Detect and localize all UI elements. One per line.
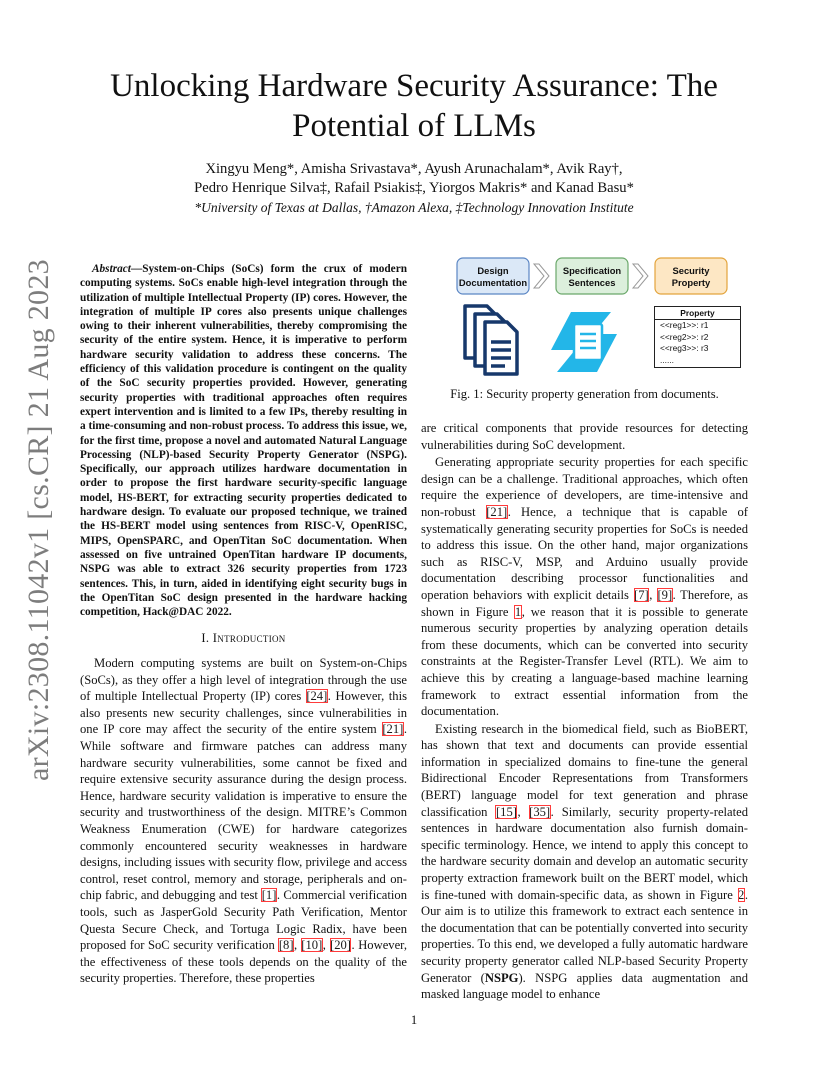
intro-paragraph-2: Generating appropriate security properties for each specific design can be a challenge. Traditional approaches, which often require the experience of developers, are time-intensive and non-robust [21]. Hence, a technique that is capable of systematically generating security properties for SoCs is needed to address this issue. On the other hand, major organizations such as RISC-V, MSP, and Arduino usually provide documentation describing processor functionalities and operation behaviors with explicit details [7], [9]. Therefore, as shown in Figure 1, we reason that it is possible to generate numerous security properties by analyzing operation details from these documents, which can be converted into security constraints at the Register-Transfer Level (RTL). We aim to achieve this by creating a language-based machine learning framework to extract essential information from the documentation. (421, 455, 749, 719)
figure-1-caption: Fig. 1: Security property generation from documents. (450, 387, 719, 401)
page-number: 1 (410, 1013, 418, 1027)
author-line-1: Xingyu Meng*, Amisha Srivastava*, Ayush Arunachalam*, Avik Ray†, (205, 161, 623, 177)
figure-link[interactable]: 2 (738, 887, 745, 902)
abstract-text: —System-on-Chips (SoCs) form the crux of modern computing systems. SoCs enable high-level integration through the utilization of multiple Intellectual Property (IP) cores. However, the integration of multiple IP cores also presents unique challenges owing to their inherent vulnerabilities, thereby compromising the security of the entire system. Hence, it is imperative to perform hardware security validation to address these concerns. The efficiency of this validation procedure is contingent on the quality of the SoC security properties provided. However, generating security properties with traditional approaches often requires expert intervention and is limited to a few IPs, thereby resulting in a time-consuming and non-robust process. To address this issue, we, for the first time, propose a novel and automated Natural Language Processing (NLP)-based Security Property Generator (NSPG). Specifically, our approach utilizes hardware documentation in order to propose the first hardware security-specific language model, HS-BERT, for extracting security properties dedicated to hardware design. To evaluate our proposed technique, we trained the HS-BERT model using sentences from RISC-V, OpenRISC, MIPS, OpenSPARC, and OpenTitan SoC documentation. When assessed on five untrained OpenTitan hardware IP documents, NSPG was able to extract 326 security properties from 1723 sentences. This, in turn, aided in identifying eight security bugs in the OpenTitan SoC design presented in the hardware hacking competition, Hack@DAC 2022. (80, 263, 407, 619)
property-table (654, 306, 741, 368)
specification-document-icon (551, 312, 617, 372)
intro-paragraph-continued: are critical components that provide resources for detecting vulnerabilities during SoC development. (421, 421, 748, 452)
author-block (80, 160, 748, 217)
documents-icon (465, 306, 517, 374)
citation-link[interactable]: [1] (261, 888, 277, 903)
abstract (80, 262, 407, 619)
chevron-right-icon (534, 264, 549, 288)
citation-link[interactable]: [15] (495, 804, 517, 819)
author-line-2: Pedro Henrique Silva‡, Rafail Psiakis‡, Yiorgos Makris* and Kanad Basu* (194, 180, 634, 196)
citation-link[interactable]: [10] (301, 938, 323, 953)
intro-paragraph-3: Existing research in the biomedical field, such as BioBERT, has shown that text and documents can provide essential information in specialized domains to fine-tune the general Bidirectional Encoder Representations from Transformers (BERT) language model for text generation and phrase classification [15], [35]. Similarly, security property-related sentences in hardware documentation also furnish domain-specific terminology. Hence, we intend to apply this concept to the hardware security domain and develop an automatic security property extraction framework built on the BERT model, which is fine-tuned with domain-specific data, as shown in Figure 2. Our aim is to utilize this framework to extract each sentence in the documentation that can be potentially converted into security properties. To this end, we developed a fully automatic hardware security property generator called NLP-based Security Property Generator (NSPG). NSPG applies data augmentation and masked language model to enhance (421, 721, 749, 1002)
design-doc-label: Design Documentation (458, 265, 528, 288)
paper-title: Unlocking Hardware Security Assurance: The Potential of LLMs (110, 68, 718, 144)
right-column (421, 420, 748, 1004)
citation-link[interactable]: [21] (486, 504, 508, 519)
property-row: <<reg3>>: r3 (660, 343, 709, 353)
property-row: <<reg1>>: r1 (660, 320, 709, 330)
property-table-header: Property (655, 307, 740, 320)
section-heading-introduction: I. Introduction (201, 631, 286, 646)
citation-link[interactable]: [35] (529, 804, 551, 819)
arxiv-id[interactable]: arXiv:2308.11042v1 [cs.CR] 21 Aug 2023 (22, 259, 55, 781)
citation-link[interactable]: [7] (634, 587, 649, 602)
property-row: <<reg2>>: r2 (660, 331, 709, 342)
nspg-term: NSPG (484, 970, 519, 985)
property-row: ...... (660, 354, 674, 365)
left-column (80, 262, 407, 988)
figure-link[interactable]: 1 (514, 604, 522, 619)
chevron-right-icon (633, 264, 648, 288)
figure-1 (421, 256, 748, 406)
intro-paragraph-1: Modern computing systems are built on System-on-Chips (SoCs), as they offer a high level of integration through the use of multiple Intellectual Property (IP) cores [24]. However, this also presents new security challenges, since vulnerabilities in one IP core may affect the security of the entire system [21]. While software and firmware patches can address many hardware security vulnerabilities, some cannot be fixed and require extensive security assurance during the design process. Hence, hardware security validation is imperative to ensure the security and trustworthiness of the design. MITRE’s Common Weakness Enumeration (CWE) for hardware categorizes commonly encountered security weaknesses in hardware designs, including issues with security flow, privilege and access control, reset control, memory and storage, peripherals and on-chip fabric, and debugging and test [1]. Commercial verification tools, such as JasperGold Security Path Verification, Mentor Questa Secure Check, and Tortuga Logic Radix, have been proposed for SoC security verification [8], [10], [20]. However, the effectiveness of these tools depends on the quality of the security properties. Therefore, these properties (80, 656, 408, 986)
security-property-label: Security Property (671, 265, 711, 288)
arxiv-stamp (8, 259, 70, 781)
abstract-label: Abstract (92, 263, 131, 275)
citation-link[interactable]: [8] (278, 938, 294, 953)
citation-link[interactable]: [24] (306, 689, 328, 704)
citation-link[interactable]: [20] (330, 938, 351, 953)
citation-link[interactable]: [21] (382, 722, 404, 737)
affiliations: *University of Texas at Dallas, †Amazon Alexa, ‡Technology Innovation Institute (194, 200, 634, 215)
spec-sentences-label: Specification Sentences (562, 265, 622, 288)
citation-link[interactable]: [9] (657, 587, 673, 602)
